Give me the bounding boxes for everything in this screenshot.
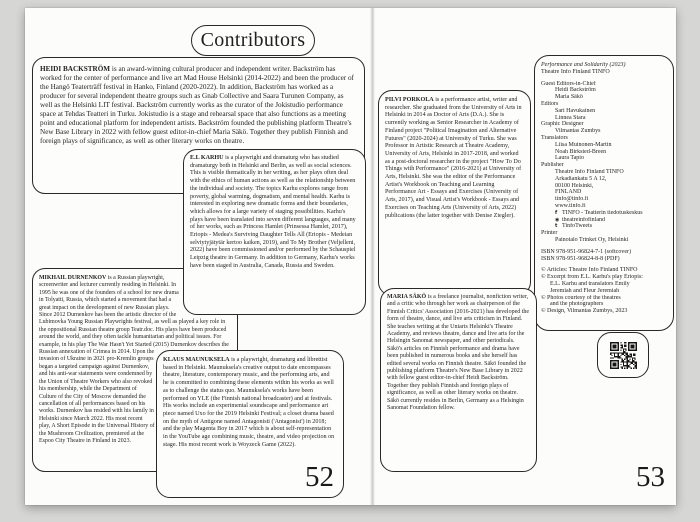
colophon-line-text: TINFO - Teatterin tiedotuskeskus [562, 209, 643, 216]
contributor-name-klaus: KLAUS MAUNUKSELA [163, 357, 230, 363]
bubble-el-karhu [183, 149, 366, 315]
colophon-line [541, 115, 667, 122]
facebook-icon: f [555, 209, 558, 216]
contributor-name-heidi: HEIDI BACKSTRÖM [40, 65, 111, 73]
page-number-left: 52 [305, 461, 334, 493]
colophon-line-text: Graphic Designer [541, 121, 584, 128]
colophon-line [541, 210, 667, 217]
contributor-bio-heidi: is an award-winning cultural producer and independent writer. Backström has worked for the center of performance and live art Mad House Helsinki (2014-2022) and been the producer of the Hangö Teaterträff festival in Hanko, Finland (2020-2022). In addition, Backström has worked as a producer for several independent theatre groups such as Gnab Collective and Saara Turunen Company, as well as the Helsinki LIT festival. Backström currently works as the curator of the Jokistudio performance space at Tehdas Teatteri in Turku. Jokistudio is a stage and rehearsal space that also functions as a meeting point and educational platform for independent artists. Backström founded the publishing platform Theatre's New Base Library in 2022 with fellow guest editor-in-chief Maria Säkö. Together they publish Finnish and foreign plays of significance, as well as other literary works on theatre. [40, 65, 354, 145]
colophon-line [541, 267, 667, 274]
colophon-line [541, 183, 667, 190]
colophon-line-text: Vilmantas Žumbys [555, 128, 601, 135]
colophon-line [541, 308, 667, 315]
contributor-bio-mikhail: is a Russian playwright, screenwriter and lecturer currently residing in Helsinki. In 1995 he was one of the founders of a school for new drama in Tolyatti, Russia, which started a movement that had a great impact on the development of new Russian plays. Since 2012 Durnenkov has been the artistic director of the Lubimovka Young Russian Playwrights festival, as well as played a key role in the oppositional Russian theatre group Teatr.doc. His plays have been produced around the world, and they often tackle humanitarian and political issues. For example, in his play The War Hasn't Yet Started (2015) Durnenkov describes the Russian annexation of Crimea in 2014. Upon the invasion of Ukraine in 2021 pro-Kremlin groups began a targeted campaign against Durnenkov, and his anti-war statements were condemned by the Union of Theatre Workers who also revoked his membership, while the Department of Culture of the City of Moscow demanded the cancellation of all performances based on his works. Durnenkov has resided with his family in Helsinki since March 2022. His most recent play, A Short Episode in the Universal History of the Mushroom Civilization, premiered at the Espoo City Theatre in Finland in 2023. [39, 275, 229, 444]
colophon-line-text: Linnea Stara [555, 114, 586, 121]
colophon-line-text: Editors [541, 100, 559, 107]
contributor-name-pilvi: PILVI PORKOLA [385, 97, 434, 103]
colophon-line-text: and the photographers [550, 301, 604, 308]
colophon-line-text: Performance and Solidarity (2023) [541, 62, 626, 68]
colophon-line-text: Sari Havukainen [555, 107, 596, 114]
colophon-line [541, 237, 667, 244]
colophon-line [541, 176, 667, 183]
colophon-line [541, 149, 667, 156]
qr-code [610, 342, 637, 369]
contributor-name-karhu: E.L KARHU [190, 155, 224, 161]
colophon-line [541, 203, 667, 210]
contributor-name-mikhail: MIKHAIL DURNENKOV [39, 275, 107, 281]
colophon-line [541, 249, 667, 256]
colophon-line [541, 135, 667, 142]
colophon-line [541, 217, 667, 224]
contributor-bio-maria: is a freelance journalist, nonfiction writer, and a critic who through her work as chairperson of the Finnish Critics' Association (2016-2021) has developed the form of theatre, dance, and live arts criticism in Finland. She teaches writing at the Uniarts Helsinki's Theatre Academy, and reviews theatre, dance and live arts for the Helsingin Sanomat newspaper, and other periodicals. Säkö's articles on Finnish performance and drama have been published in numerous books and she herself has edited several works on Finnish theatre. Säkö founded the publishing platform Theatre's New Base Library in 2022 with fellow guest editor-in-chief Heidi Backström. Together they publish Finnish and foreign plays of significance, as well as other literary works on theatre. Säkö currently resides in Berlin, Germany as a Helsingin Sanomat Foundation fellow. [387, 294, 530, 412]
colophon-line [541, 69, 667, 76]
colophon-line-text: 00100 Helsinki, [555, 182, 594, 189]
colophon-line-text: Noah Birksted-Breen [555, 148, 607, 155]
colophon-line-text: © Excerpt from E.L. Karhu's play Eriopis: [541, 274, 643, 281]
bubble-shape-spacer [336, 357, 337, 453]
colophon-line-text: Guest Editors-in-Chief [541, 80, 596, 87]
bubble-pilvi-porkola [378, 90, 531, 296]
twitter-icon: t [555, 223, 558, 230]
qr-bubble [597, 332, 649, 378]
colophon-line [541, 121, 667, 128]
instagram-icon: ◉ [555, 216, 560, 223]
bubble-shape-spacer [230, 317, 231, 351]
colophon-line-text: © Design, Vilmantas Žumbys, 2023 [541, 308, 628, 315]
colophon-line [541, 256, 667, 263]
colophon-line-text: www.tinfo.fi [555, 202, 586, 209]
colophon-line [541, 189, 667, 196]
colophon-line [541, 301, 667, 308]
colophon-line [541, 295, 667, 302]
colophon-line [541, 223, 667, 230]
colophon-bubble [534, 55, 674, 331]
page-title: Contributors [200, 29, 306, 51]
colophon-line-text: © Photos courtesy of the theatres [541, 294, 621, 301]
colophon-line [541, 169, 667, 176]
colophon-line-text: Maria Säkö [555, 94, 583, 101]
colophon-line-text: E.L. Karhu and translators Emily [550, 280, 630, 287]
colophon-line-text: FINLAND [555, 189, 582, 196]
contributor-name-maria: MARIA SÄKÖ [387, 294, 427, 300]
contributors-title-bubble [191, 25, 315, 56]
bubble-maria-sako [380, 288, 537, 472]
colophon-line-text: Arkadiankatu 5 A 12, [555, 175, 607, 182]
colophon-line [541, 155, 667, 162]
colophon [541, 62, 667, 315]
contributor-bio-pilvi: is a performance artist, writer and researcher. She graduated from the University of Arts in Helsinki in 2014 as Doctor of Arts (D.A.). She is currently working as Senior Researcher in Academy of Finland project "Political Imagination and Alternative Futures" (2020-2024) at University of Turku. She was Professor in Artistic Research at Theatre Academy, University of Arts, Helsinki in 2017-2018, and worked as a post-doctoral researcher in the project "How To Do Things with Performance" (2016-2021) at University of Arts, Helsinki. She was the editor of the Performance Artist's Workbook on Teaching and Learning Performance Art - Essays and Exercises (University of Arts, 2017), and Visual Artist's Workbook - Essays and Exercises on Teaching Arts (University of Arts, 2022) publications (the latter together with Denise Ziegler). [385, 97, 522, 219]
colophon-line-text: Publisher [541, 162, 564, 169]
colophon-line [541, 142, 667, 149]
colophon-line-text: TinfoTweets [562, 223, 593, 230]
colophon-line-text: Jeremiah and Fleur Jeremiah [550, 287, 620, 294]
colophon-line-text: Painotalo Trinket Oy, Helsinki [555, 236, 629, 243]
colophon-line [541, 128, 667, 135]
colophon-line-text: © Articles: Theatre Info Finland TINFO [541, 267, 638, 274]
colophon-line [541, 87, 667, 94]
colophon-line-text: Theatre Info Finland TINFO [555, 168, 624, 175]
colophon-line-text: Theatre Info Finland TINFO [541, 68, 610, 75]
colophon-line [541, 94, 667, 101]
colophon-line-text: Heidi Backström [555, 87, 596, 94]
colophon-line-text: Laura Tapio [555, 155, 584, 162]
colophon-line [541, 281, 667, 288]
colophon-line [541, 230, 667, 237]
colophon-line-text: ISBN 978-951-96824-7-1 (softcover) [541, 248, 631, 255]
colophon-line-text: Translators [541, 134, 568, 141]
colophon-line-text: theatreinfofinland [562, 216, 605, 223]
contributor-bio-karhu: is a playwright and dramaturg who has studied dramaturgy both in Helsinki and Berlin, as well as social sciences. This is visible thematically in her writing, as her plays often deal with the ethics of human actions as well as the relationship between the individual and society. The topics Karhu explores range from poverty, global warming, dogmatism, and mental health. Karhu is interested in exploring new dramatic forms and their boundaries, which allows for a large variety of staging possibilities. Karhu's plays have been translated into seven different languages, and many of her works, such as Princess Hamlet (Prinsessa Hamlet, 2017), Eriopis - Medea's Surviving Daughter Tells All (Eriopis - Medeian selviytyjätytär kertoo kaiken, 2019), and To My Brother (Veljelleni, 2022) have been commissioned and/or performed by the Schauspiel Leipzig theatre in Germany. In addition to Germany, Karhu's works have been staged in Australia, Canada, Russia and Sweden. [190, 155, 356, 269]
colophon-line-text: ISBN 978-951-96824-8-8 (PDF) [541, 255, 620, 262]
colophon-line-text: Liisa Muinonen-Martin [555, 141, 612, 148]
colophon-line-text: Printer [541, 230, 558, 237]
colophon-line [541, 196, 667, 203]
colophon-line [541, 274, 667, 281]
colophon-line [541, 81, 667, 88]
page-number-right: 53 [636, 461, 665, 493]
colophon-line [541, 288, 667, 295]
colophon-line [541, 108, 667, 115]
colophon-line [541, 62, 667, 69]
contributor-bio-klaus: is a playwright, dramaturg and librettist based in Helsinki. Maunuksela's creative output to date encompasses theatre, literature, contemporary music, and the performing arts, and he is committed to combining these elements within his works as well as to challenge the status quo. Maunuksela's works have been performed on YLE (the Finnish national broadcaster) and at festivals. His works include an experimental soundscape and performance art piece named Uxo for the 2019 Helsinki Festival; a closet drama based on the myth of Antigone named Antagonisti ('Antagonist') in 2018; and the play Magenta Boy in 2017 which is about self-representation in the YouTube age combining music, theatre, and video projection on stage. His most recent work is Woyzeck Game (2022). [163, 357, 335, 448]
colophon-line [541, 162, 667, 169]
colophon-line [541, 101, 667, 108]
colophon-line-text: tinfo@tinfo.fi [555, 196, 589, 203]
